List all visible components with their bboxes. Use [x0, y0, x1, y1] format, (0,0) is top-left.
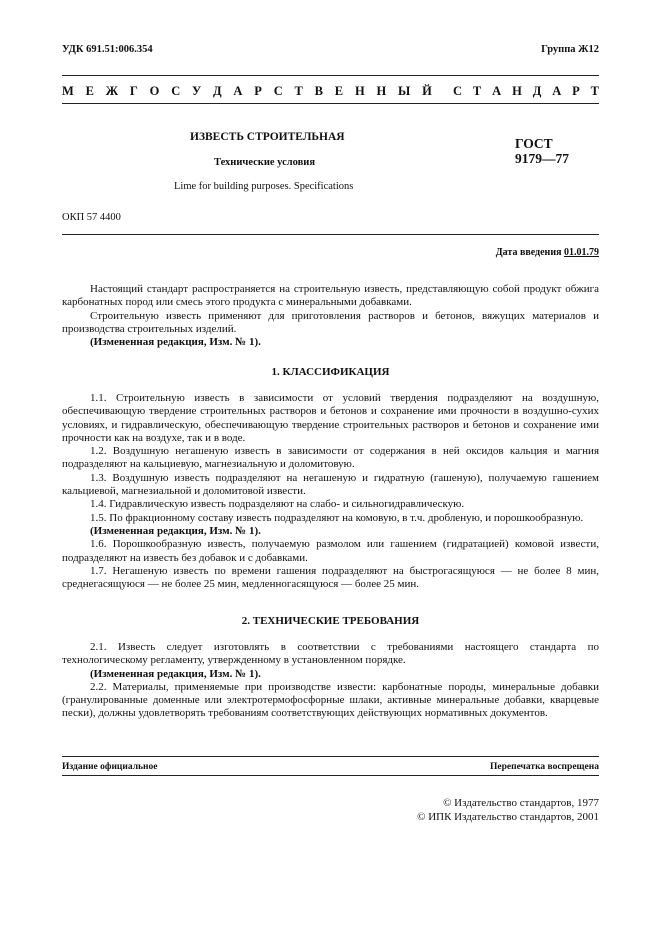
- introduction-date: [496, 247, 599, 258]
- reprint-prohibited: Перепечатка воспрещена: [489, 762, 599, 772]
- intro-text: [62, 283, 599, 349]
- paragraph: 1.6. Порошкообразную известь, получаемую размолом или гашением (гидратацией) комовой извести, подразделяют на известь без добавок и с добавками.: [62, 538, 599, 564]
- english-title: Lime for building purposes. Specifications: [174, 181, 354, 192]
- banner-letter: С: [171, 84, 181, 98]
- banner-letter: С: [273, 84, 283, 98]
- banner-letter: Д: [213, 84, 222, 98]
- banner-letter: О: [149, 84, 160, 98]
- copyright-1977: © Издательство стандартов, 1977: [443, 797, 599, 809]
- banner-word-standard: [453, 84, 599, 99]
- banner-letter: Д: [532, 84, 542, 98]
- paragraph: 2.2. Материалы, применяемые при производстве извести: карбонатные породы, минеральные добавки (гранулированные доменные или электротермофосфорные шлаки, активные минеральные добавки, кварцевые пески), должны удовлетворять требованиям соответствующих действующих нормативных документов.: [62, 680, 599, 720]
- document-title: ИЗВЕСТЬ СТРОИТЕЛЬНАЯ: [190, 131, 345, 143]
- banner-letter: Ы: [398, 84, 411, 98]
- section-technical-requirements-text: [62, 641, 599, 721]
- paragraph: 2.1. Известь следует изготовлять в соответствии с требованиями настоящего стандарта по технологическому регламенту, утвержденному в установленном порядке.: [62, 641, 599, 667]
- document-subtitle: Технические условия: [214, 157, 316, 168]
- paragraph: 1.5. По фракционному составу известь подразделяют на комовую, в т.ч. дробленую, и порошкообразную.: [90, 511, 584, 524]
- banner-letter: Н: [512, 84, 522, 98]
- banner-letter: У: [192, 84, 202, 98]
- banner-letter: В: [314, 84, 323, 98]
- section-classification-text: [62, 392, 599, 591]
- footer-rule: [62, 756, 599, 757]
- section-heading-technical-requirements: 2. ТЕХНИЧЕСКИЕ ТРЕБОВАНИЯ: [241, 615, 420, 627]
- banner-letter: Е: [334, 84, 344, 98]
- banner-letter: А: [233, 84, 243, 98]
- banner-letter: Н: [354, 84, 365, 98]
- udk-code: УДК 691.51:006.354: [62, 44, 153, 55]
- banner-word-interstate: [62, 84, 432, 99]
- banner-bottom-rule: [62, 103, 599, 104]
- gost-number: 9179—77: [515, 151, 569, 166]
- gost-designation: [515, 136, 569, 166]
- introduction-date-value: 01.01.79: [564, 247, 599, 258]
- amendment-note: (Измененная редакция, Изм. № 1).: [90, 336, 261, 349]
- group-code: Группа Ж12: [541, 44, 599, 55]
- paragraph: 1.3. Воздушную известь подразделяют на негашеную и гидратную (гашеную), получаемую гашением кальциевой, магнезиальной и доломитовой извести.: [62, 471, 599, 498]
- banner-letter: М: [62, 84, 74, 98]
- paragraph: 1.4. Гидравлическую известь подразделяют на слабо- и сильногидравлическую.: [90, 498, 465, 511]
- banner-letter: Р: [572, 84, 580, 98]
- footer-bottom-rule: [62, 775, 599, 776]
- amendment-note: (Измененная редакция, Изм. № 1).: [90, 667, 261, 680]
- top-rule: [62, 75, 599, 76]
- banner-letter: Г: [129, 84, 138, 98]
- banner-letter: Р: [254, 84, 262, 98]
- paragraph: 1.1. Строительную известь в зависимости от условий твердения подразделяют на воздушную, обеспечивающую твердение строительных растворов и бетонов и сохранение ими прочности в воздушно-сухих условиях, и гидравлическую, обеспечивающую твердение строительных растворов и бетонов и сохранение ими прочности как на воздухе, так и в воде.: [62, 392, 599, 444]
- banner-letter: Й: [422, 84, 432, 98]
- paragraph: Настоящий стандарт распространяется на строительную известь, представляющую собой продукт обжига карбонатных пород или смесь этого продукта с минеральными добавками.: [62, 283, 599, 309]
- banner-letter: Н: [376, 84, 387, 98]
- banner-letter: Ж: [105, 84, 119, 98]
- banner-letter: Е: [85, 84, 94, 98]
- banner-letter: Т: [294, 84, 303, 98]
- okp-code: ОКП 57 4400: [62, 212, 121, 223]
- banner-letter: Т: [590, 84, 599, 98]
- paragraph: 1.2. Воздушную негашеную известь в зависимости от содержания в ней оксидов кальция и магния подразделяют на кальциевую, магнезиальную и доломитовую.: [62, 445, 599, 471]
- official-edition: Издание официальное: [62, 762, 158, 772]
- copyright-2001: © ИПК Издательство стандартов, 2001: [417, 811, 599, 823]
- banner-letter: Т: [472, 84, 482, 98]
- banner-letter: А: [492, 84, 502, 98]
- banner-letter: А: [552, 84, 562, 98]
- paragraph: 1.7. Негашеную известь по времени гашения подразделяют на быстрогасящуюся — не более 8 мин, среднегасящуюся — не более 25 мин, медленногасящуюся — более 25 мин.: [62, 564, 599, 591]
- banner-letter: С: [453, 84, 463, 98]
- section-heading-classification: 1. КЛАССИФИКАЦИЯ: [271, 366, 390, 378]
- introduction-date-label: Дата введения: [495, 247, 562, 258]
- gost-label: ГОСТ: [515, 136, 553, 151]
- amendment-note: (Измененная редакция, Изм. № 1).: [90, 524, 261, 537]
- okp-rule: [62, 234, 599, 235]
- paragraph: Строительную известь применяют для приготовления растворов и бетонов, вяжущих материалов и производства строительных изделий.: [62, 309, 599, 335]
